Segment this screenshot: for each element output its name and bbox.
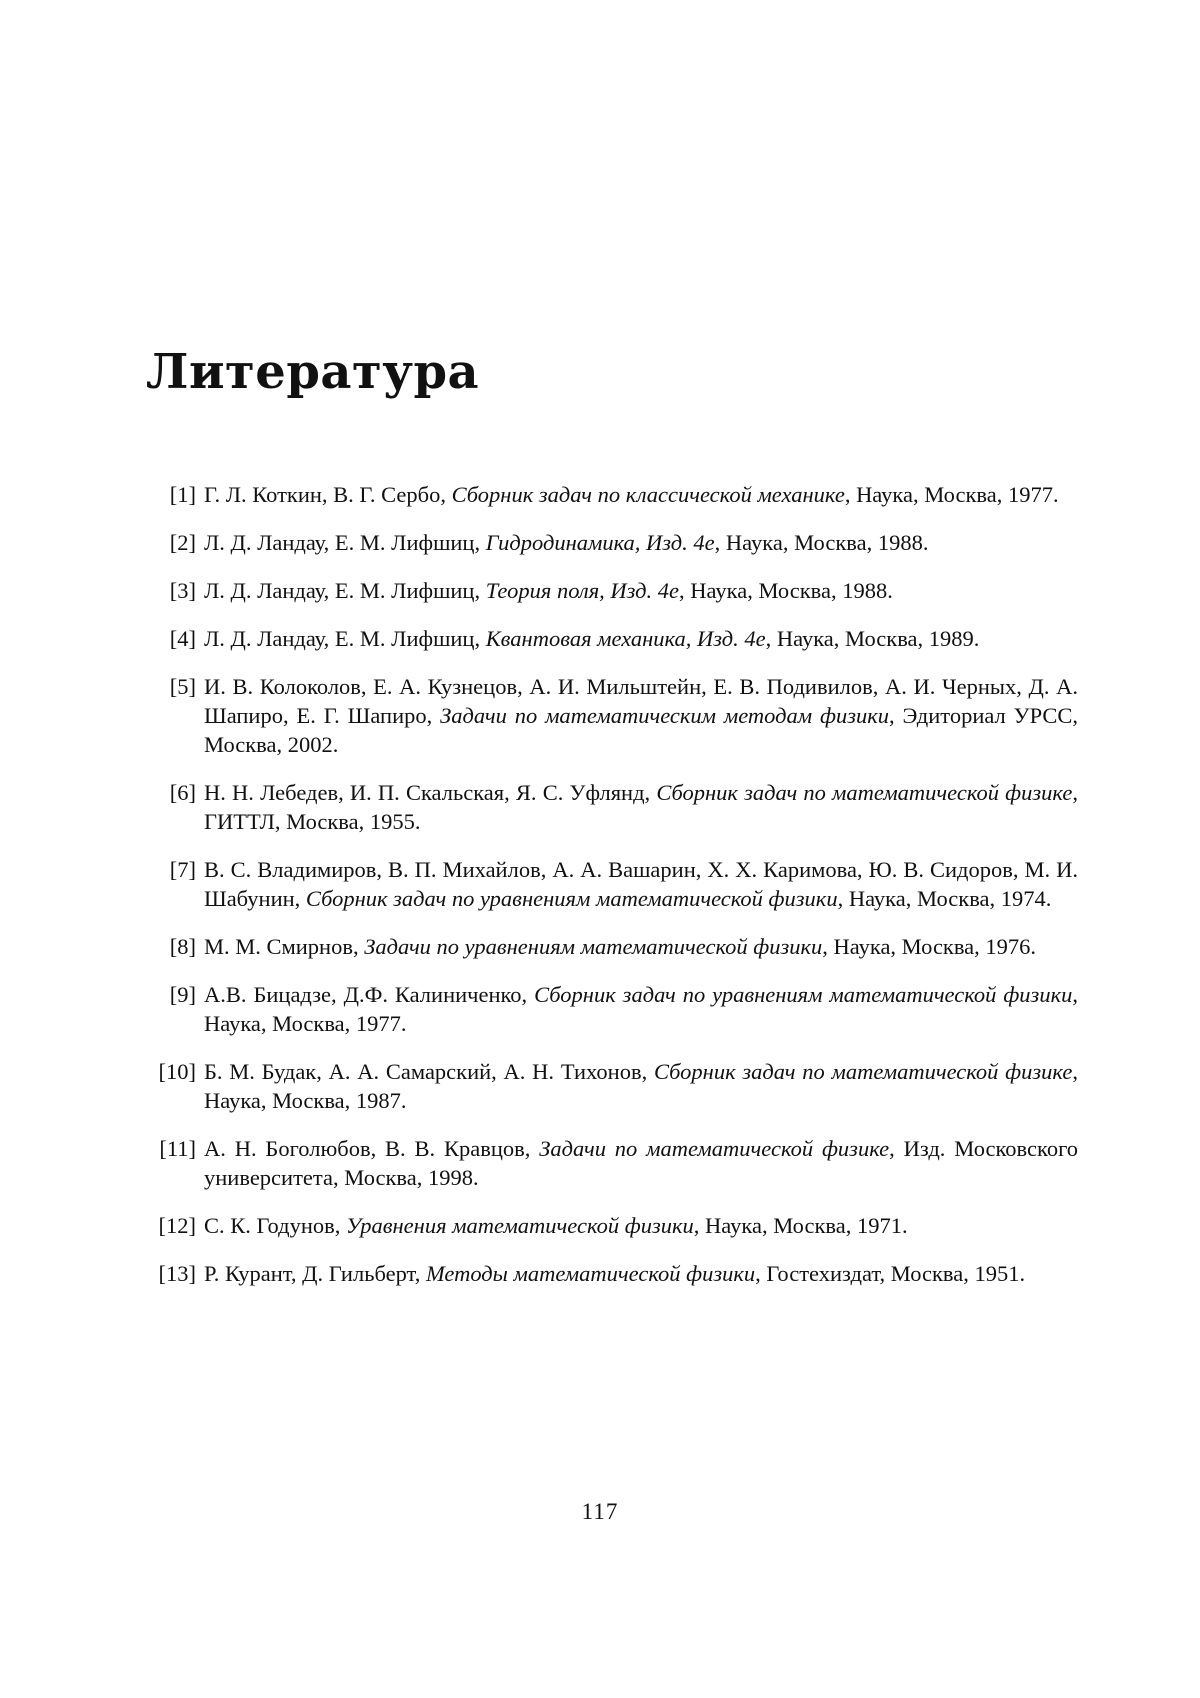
bibliography-list xyxy=(140,480,1078,1307)
reference-authors: А. Н. Боголюбов, В. В. Кравцов, xyxy=(204,1136,540,1161)
reference-title: Методы математической физики xyxy=(425,1261,756,1286)
reference-authors: М. М. Смирнов, xyxy=(204,934,365,959)
reference-authors: С. К. Годунов, xyxy=(204,1213,347,1238)
reference-authors: Р. Курант, Д. Гильберт, xyxy=(204,1261,426,1286)
reference-number: [10] xyxy=(158,1059,196,1084)
reference-number: [3] xyxy=(169,578,196,603)
bibliography-entry xyxy=(140,1057,1078,1115)
reference-publisher: , Наука, Москва, 1977. xyxy=(204,982,1078,1036)
reference-number: [1] xyxy=(169,482,196,507)
reference-title: Сборник задач по уравнениям математической физики xyxy=(305,886,838,911)
reference-title: Гидродинамика, Изд. 4е xyxy=(485,530,715,555)
reference-title: Задачи по математической физике xyxy=(539,1136,890,1161)
bibliography-entry xyxy=(140,778,1078,836)
reference-publisher: , Наука, Москва, 1987. xyxy=(204,1059,1079,1113)
reference-authors: В. С. Владимиров, В. П. Михайлов, А. А. Вашарин, Х. Х. Каримова, Ю. В. Сидоров, М. И. Шабунин, xyxy=(204,857,1078,911)
reference-number: [9] xyxy=(169,982,196,1007)
reference-title: Сборник задач по классической механике xyxy=(451,482,845,507)
reference-number: [7] xyxy=(169,857,196,882)
reference-number: [5] xyxy=(169,674,196,699)
reference-number: [12] xyxy=(158,1213,196,1238)
bibliography-entry xyxy=(140,1134,1078,1192)
page-number: 117 xyxy=(581,1499,619,1524)
reference-publisher: , Наука, Москва, 1989. xyxy=(765,626,980,651)
bibliography-entry xyxy=(140,1211,1078,1240)
reference-authors: А.В. Бицадзе, Д.Ф. Калиниченко, xyxy=(204,982,535,1007)
bibliography-entry xyxy=(140,480,1078,509)
reference-authors: Л. Д. Ландау, Е. М. Лифшиц, xyxy=(204,530,486,555)
reference-authors: Л. Д. Ландау, Е. М. Лифшиц, xyxy=(204,578,486,603)
reference-publisher: , Изд. Московского университета, Москва, 1998. xyxy=(204,1136,1078,1190)
reference-publisher: , Наука, Москва, 1976. xyxy=(822,934,1037,959)
reference-publisher: , Наука, Москва, 1988. xyxy=(679,578,893,603)
reference-title: Уравнения математической физики xyxy=(346,1213,694,1238)
reference-number: [11] xyxy=(159,1136,196,1161)
reference-publisher: , ГИТТЛ, Москва, 1955. xyxy=(204,780,1079,834)
reference-title: Задачи по уравнениям математической физики xyxy=(364,934,823,959)
reference-title: Сборник задач по математической физике xyxy=(656,780,1073,805)
reference-number: [4] xyxy=(169,626,196,651)
reference-title: Квантовая механика, Изд. 4е xyxy=(485,626,766,651)
bibliography-entry xyxy=(140,576,1078,605)
reference-authors: И. В. Колоколов, Е. А. Кузнецов, А. И. Мильштейн, Е. В. Подивилов, А. И. Черных, Д. А. Шапиро, Е. Г. Шапиро, xyxy=(204,674,1078,728)
bibliography-entry xyxy=(140,1259,1078,1288)
reference-title: Теория поля, Изд. 4е xyxy=(485,578,680,603)
reference-number: [6] xyxy=(169,780,196,805)
reference-number: [2] xyxy=(169,530,196,555)
reference-title: Сборник задач по уравнениям математической физики xyxy=(534,982,1073,1007)
bibliography-entry xyxy=(140,624,1078,653)
reference-number: [8] xyxy=(169,934,196,959)
bibliography-entry xyxy=(140,980,1078,1038)
page-title: Литература xyxy=(146,344,480,400)
reference-authors: Н. Н. Лебедев, И. П. Скальская, Я. С. Уфлянд, xyxy=(204,780,657,805)
reference-number: [13] xyxy=(158,1261,196,1286)
reference-title: Сборник задач по математической физике xyxy=(653,1059,1073,1084)
bibliography-entry xyxy=(140,672,1078,759)
reference-publisher: , Наука, Москва, 1974. xyxy=(837,886,1052,911)
reference-publisher: , Наука, Москва, 1971. xyxy=(693,1213,908,1238)
bibliography-entry xyxy=(140,855,1078,913)
bibliography-entry xyxy=(140,528,1078,557)
reference-publisher: , Гостехиздат, Москва, 1951. xyxy=(755,1261,1026,1286)
reference-publisher: , Наука, Москва, 1988. xyxy=(714,530,929,555)
reference-authors: Г. Л. Коткин, В. Г. Сербо, xyxy=(204,482,452,507)
reference-publisher: , Наука, Москва, 1977. xyxy=(844,482,1059,507)
reference-publisher: , Эдиториал УРСС, Москва, 2002. xyxy=(204,703,1079,757)
reference-title: Задачи по математическим методам физики xyxy=(440,703,890,728)
bibliography-entry xyxy=(140,932,1078,961)
reference-authors: Б. М. Будак, А. А. Самарский, А. Н. Тихонов, xyxy=(204,1059,654,1084)
reference-authors: Л. Д. Ландау, Е. М. Лифшиц, xyxy=(204,626,486,651)
